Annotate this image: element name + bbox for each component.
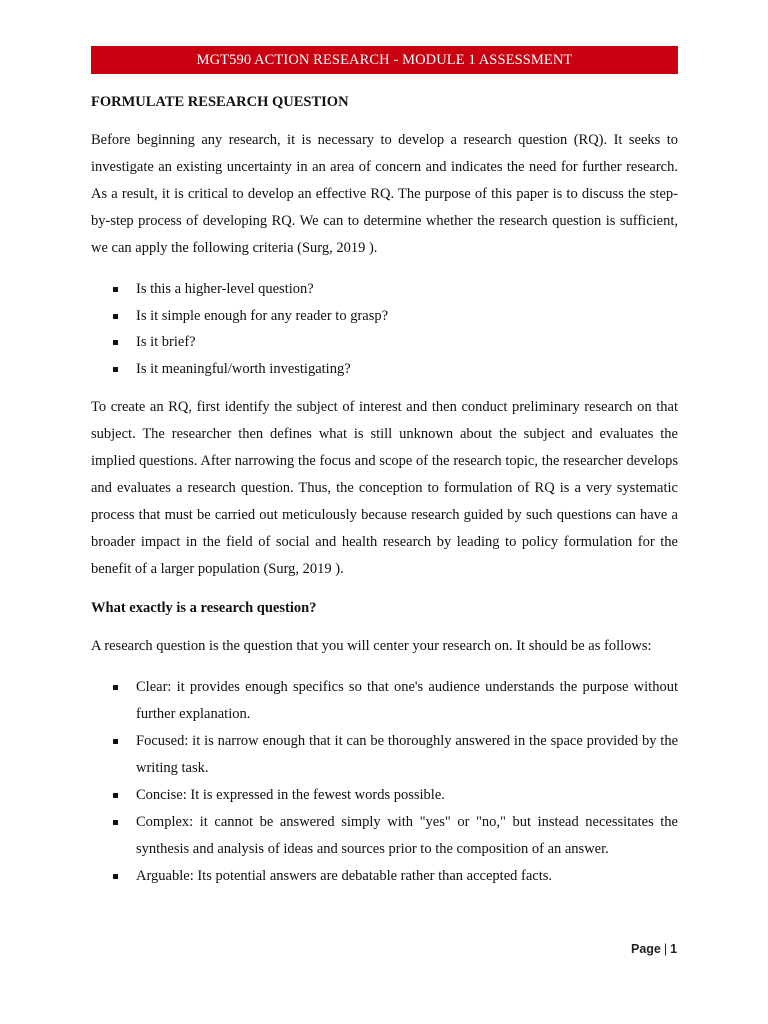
list-item	[91, 356, 678, 383]
list-item	[91, 329, 678, 356]
list-item	[91, 863, 678, 890]
list-item-text: Is this a higher-level question?	[136, 281, 314, 297]
list-item-text: Complex: it cannot be answered simply with "yes" or "no," but instead necessitates the synthesis and analysis of ideas and sources prior to the composition of an answer.	[136, 814, 678, 857]
list-item-text: Focused: it is narrow enough that it can be thoroughly answered in the space provided by the writing task.	[136, 733, 678, 776]
square-bullet-icon	[113, 685, 118, 690]
page-label: Page	[631, 942, 661, 956]
page-number: 1	[670, 942, 678, 956]
list-item-text: Arguable: Its potential answers are debatable rather than accepted facts.	[136, 868, 553, 884]
page-separator: |	[663, 942, 668, 956]
square-bullet-icon	[113, 314, 118, 319]
list-item-text: Is it meaningful/worth investigating?	[136, 360, 351, 377]
square-bullet-icon	[113, 287, 118, 292]
list-item	[91, 782, 678, 809]
square-bullet-icon	[113, 874, 118, 879]
list-item	[91, 276, 678, 303]
list-item	[91, 303, 678, 330]
qualities-list	[91, 674, 678, 890]
document-body	[91, 91, 678, 902]
square-bullet-icon	[113, 340, 118, 345]
criteria-list	[91, 276, 678, 382]
square-bullet-icon	[113, 367, 118, 372]
paragraph-process: To create an RQ, first identify the subject of interest and then conduct preliminary research on that subject. The researcher then defines what is still unknown about the subject and evaluates the implied questions. After narrowing the focus and scope of the research topic, the researcher develops and evaluates a research question. Thus, the conception to formulation of RQ is a very systematic process that must be carried out meticulously because research guided by such questions can have a broader impact in the field of social and health research by leading to policy formulation for the benefit of a larger population (Surg, 2019 ).	[91, 399, 678, 577]
list-item-text: Concise: It is expressed in the fewest words possible.	[136, 787, 445, 803]
list-item	[91, 674, 678, 728]
section-heading-what-is-rq: What exactly is a research question?	[91, 600, 317, 616]
square-bullet-icon	[113, 739, 118, 744]
square-bullet-icon	[113, 820, 118, 825]
list-item	[91, 728, 678, 782]
paragraph-definition: A research question is the question that you will center your research on. It should be as follows:	[91, 638, 652, 654]
list-item-text: Clear: it provides enough specifics so that one's audience understands the purpose without further explanation.	[136, 679, 678, 722]
page-footer	[631, 942, 677, 956]
section-heading-formulate: FORMULATE RESEARCH QUESTION	[91, 94, 349, 110]
module-header-banner	[91, 46, 678, 74]
square-bullet-icon	[113, 793, 118, 798]
module-header-title: MGT590 ACTION RESEARCH - MODULE 1 ASSESSMENT	[196, 52, 573, 68]
list-item-text: Is it simple enough for any reader to grasp?	[136, 307, 389, 324]
list-item	[91, 809, 678, 863]
list-item-text: Is it brief?	[136, 334, 196, 350]
paragraph-intro: Before beginning any research, it is necessary to develop a research question (RQ). It seeks to investigate an existing uncertainty in an area of concern and indicates the need for further research. As a result, it is critical to develop an effective RQ. The purpose of this paper is to discuss the step-by-step process of developing RQ. We can to determine whether the research question is sufficient, we can apply the following criteria (Surg, 2019 ).	[91, 132, 678, 256]
